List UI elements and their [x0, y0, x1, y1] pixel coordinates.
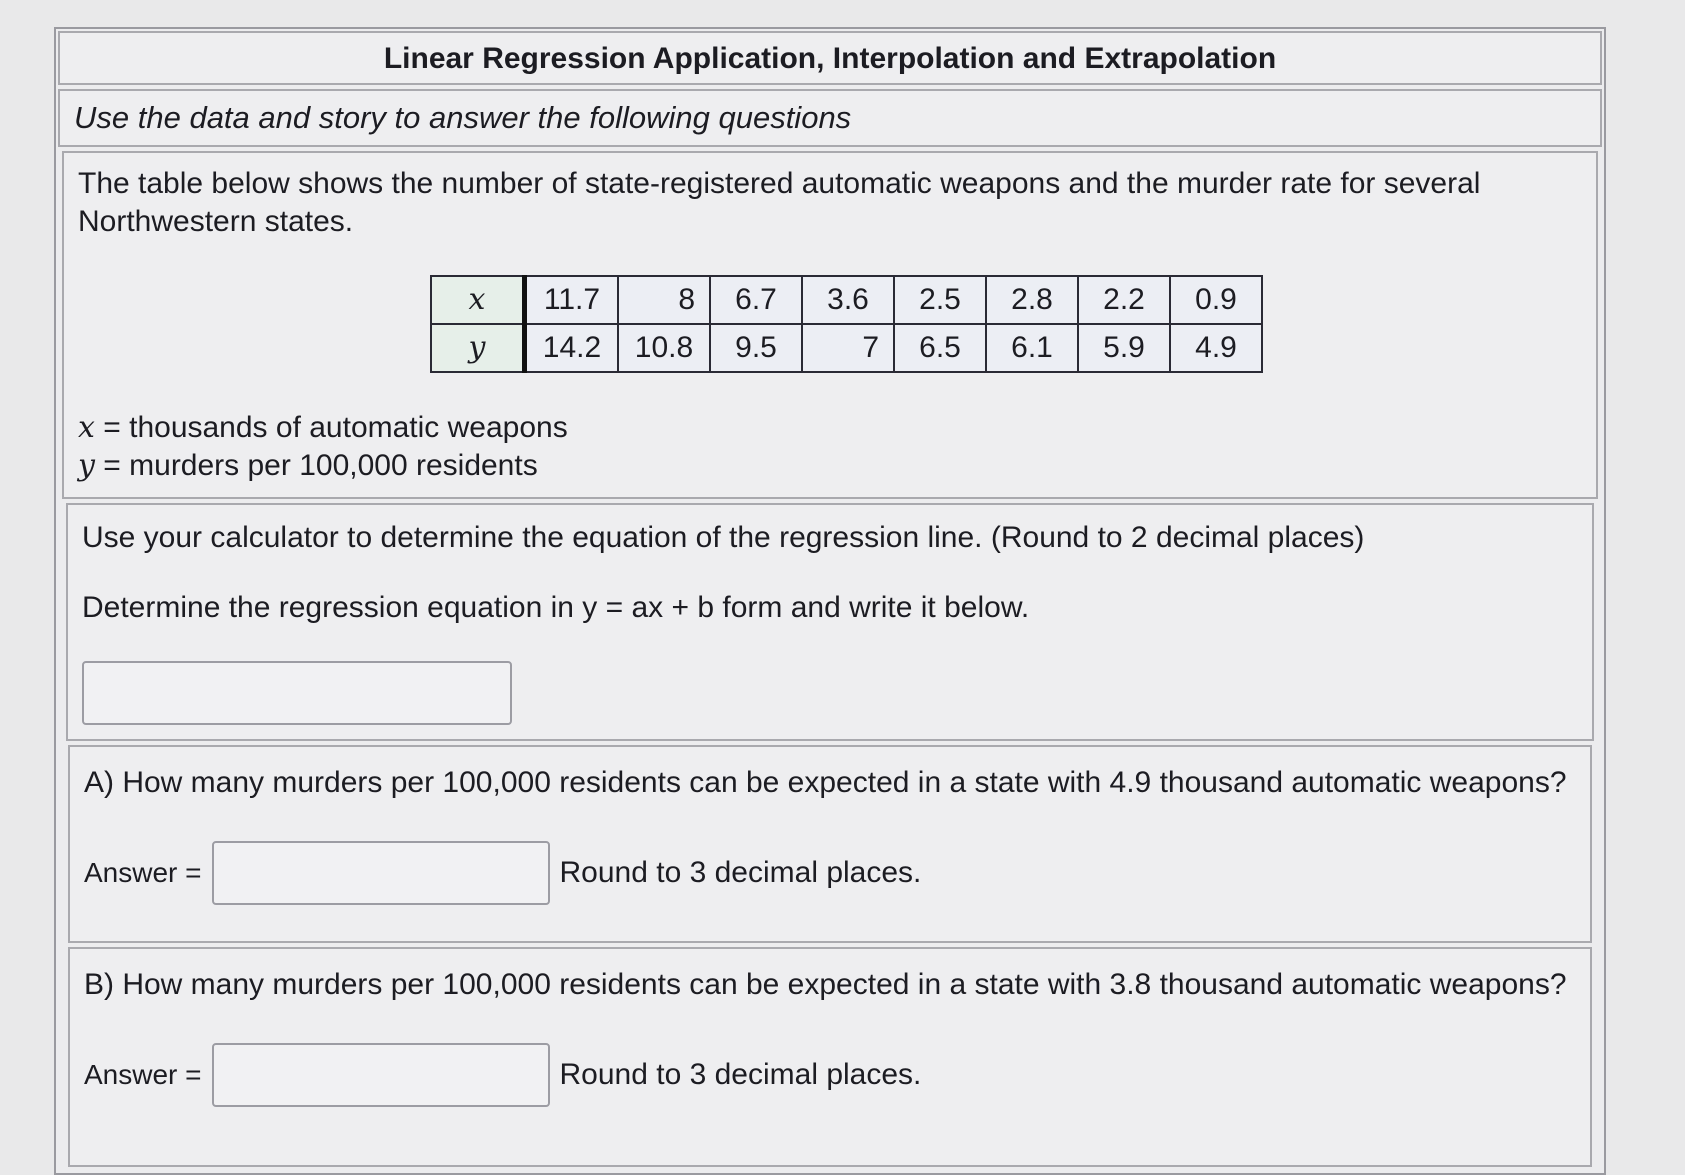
x-variable: x: [78, 410, 95, 445]
question-a-text: A) How many murders per 100,000 residents can be expected in a state with 4.9 thousand automatic weapons?: [84, 766, 1567, 799]
x-definition: = thousands of automatic weapons: [94, 411, 568, 444]
table-cell: 3.6: [802, 276, 894, 324]
table-cell: 6.1: [986, 324, 1078, 372]
table-cell: 2.5: [894, 276, 986, 324]
answer-a-label: Answer =: [84, 857, 202, 888]
page-title: Linear Regression Application, Interpolation and Extrapolation: [58, 31, 1602, 85]
variable-definitions: [78, 409, 1582, 485]
regression-equation-input[interactable]: [82, 661, 512, 725]
x-header: x: [431, 276, 525, 324]
table-cell: 2.2: [1078, 276, 1170, 324]
answer-b-input[interactable]: [212, 1043, 550, 1107]
y-header: y: [431, 324, 525, 372]
instructions: Use the data and story to answer the following questions: [58, 89, 1602, 147]
table-cell: 4.9: [1170, 324, 1262, 372]
answer-b-hint: Round to 3 decimal places.: [559, 1058, 922, 1091]
data-table: [430, 275, 1263, 373]
table-row-x: [431, 276, 1262, 324]
table-cell: 9.5: [710, 324, 802, 372]
question-panel: [54, 27, 1606, 1175]
table-row-y: [431, 324, 1262, 372]
story-text: The table below shows the number of state-registered automatic weapons and the murder rate for several Northwestern states.: [78, 167, 1481, 238]
question-b-section: [68, 947, 1592, 1167]
answer-a-input[interactable]: [212, 841, 550, 905]
question-a-section: [68, 745, 1592, 943]
regression-instruction: Determine the regression equation in y = ax + b form and write it below.: [82, 591, 1030, 624]
table-cell: 6.5: [894, 324, 986, 372]
table-cell: 14.2: [525, 324, 619, 372]
table-cell: 6.7: [710, 276, 802, 324]
table-cell: 10.8: [618, 324, 710, 372]
table-cell: 7: [802, 324, 894, 372]
table-cell: 8: [618, 276, 710, 324]
story-section: [62, 151, 1598, 499]
question-b-text: B) How many murders per 100,000 residents can be expected in a state with 3.8 thousand automatic weapons?: [84, 968, 1567, 1001]
table-cell: 11.7: [525, 276, 619, 324]
table-cell: 0.9: [1170, 276, 1262, 324]
y-variable: y: [78, 448, 95, 483]
table-cell: 2.8: [986, 276, 1078, 324]
answer-a-hint: Round to 3 decimal places.: [559, 856, 922, 889]
regression-section: [66, 503, 1594, 741]
y-definition: = murders per 100,000 residents: [94, 449, 538, 482]
table-cell: 5.9: [1078, 324, 1170, 372]
regression-prompt: Use your calculator to determine the equation of the regression line. (Round to 2 decimal places): [82, 521, 1365, 554]
answer-b-label: Answer =: [84, 1059, 202, 1090]
